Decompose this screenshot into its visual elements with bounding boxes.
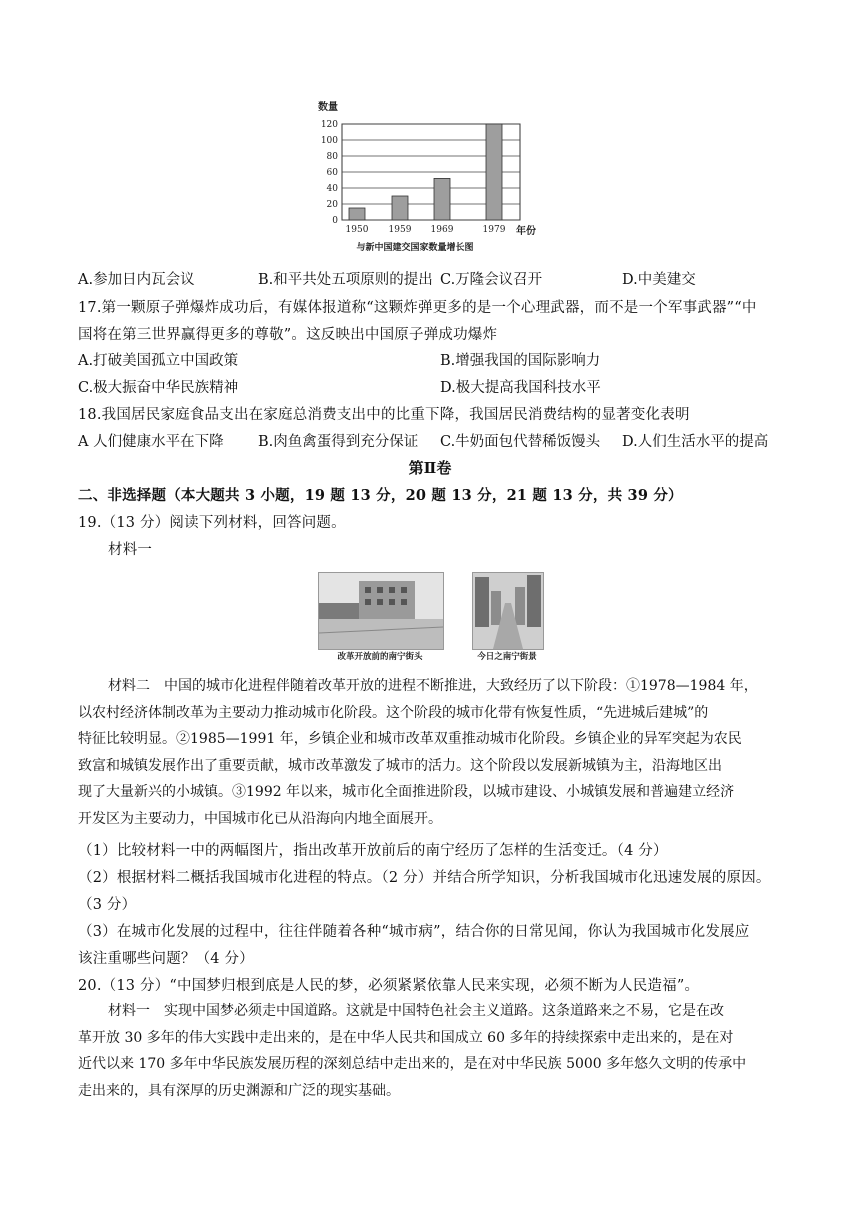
chart-ytick-label: 40 <box>326 184 338 194</box>
q16-option-c: C.万隆会议召开 <box>440 272 543 288</box>
photo-nanning-before <box>318 572 444 650</box>
chart-xtick-label: 1979 <box>482 225 506 235</box>
photo-before-caption: 改革开放前的南宁街头 <box>337 652 423 662</box>
q19-sub2-line1: （2）根据材料二概括我国城市化进程的特点。（2 分）并结合所学知识，分析我国城市化迅速发展的原因。 <box>78 870 771 886</box>
q17-option-c: C.极大振奋中华民族精神 <box>78 380 239 396</box>
photo-nanning-today <box>472 572 544 650</box>
chart-xtick-label: 1969 <box>430 225 454 235</box>
diplomatic-relations-bar-chart <box>310 96 540 256</box>
q19-material2-line4: 致富和城镇发展作出了重要贡献，城市改革激发了城市的活力。这个阶段以发展新城镇为主，沿海地区出 <box>78 757 722 774</box>
q19-material1-label: 材料一 <box>108 542 153 558</box>
chart-ytick-label: 20 <box>326 200 338 210</box>
q19-sub1: （1）比较材料一中的两幅图片，指出改革开放前后的南宁经历了怎样的生活变迁。（4 分） <box>78 843 668 859</box>
q17-option-d: D.极大提高我国科技水平 <box>440 380 601 396</box>
q20-material1-line3: 近代以来 170 多年中华民族发展历程的深刻总结中走出来的，是在对中华民族 5000 多年悠久文明的传承中 <box>78 1056 747 1072</box>
q20-material1-line2: 革开放 30 多年的伟大实践中走出来的，是在中华人民共和国成立 60 多年的持续探索中走出来的，是在对 <box>78 1029 734 1046</box>
q20-material1-line1: 材料一 实现中国梦必须走中国道路。这就是中国特色社会主义道路。这条道路来之不易，它是在改 <box>108 1003 724 1019</box>
q16-option-a: A.参加日内瓦会议 <box>78 272 195 288</box>
q20-stem: 20.（13 分）“中国梦归根到底是人民的梦，必须紧紧依靠人民来实现，必须不断为人民造福”。 <box>78 978 700 994</box>
q19-sub3-line2: 该注重哪些问题？（4 分） <box>78 951 254 967</box>
chart-yticks <box>321 120 338 226</box>
q19-material2-line5: 现了大量新兴的小城镇。③1992 年以来，城市化全面推进阶段，以城市建设、小城镇发展和普遍建立经济 <box>78 784 735 800</box>
q19-sub2-line2: （3 分） <box>78 897 137 913</box>
modern-street-image <box>473 573 543 649</box>
chart-ytick-label: 120 <box>320 120 338 130</box>
chart-bar-1959 <box>392 196 408 220</box>
q19-material2-line2: 以农村经济体制改革为主要动力推动城市化阶段。这个阶段的城市化带有恢复性质，“先进城后建城”的 <box>78 704 709 721</box>
q19-sub3-line1: （3）在城市化发展的过程中，往往伴随着各种“城市病”，结合你的日常见闻，你认为我国城市化发展应 <box>78 924 750 940</box>
part2-heading: 二、非选择题（本大题共 3 小题，19 题 13 分，20 题 13 分，21 题 13 分，共 39 分） <box>78 487 683 504</box>
chart-xticks <box>346 225 506 235</box>
chart-ytick-label: 80 <box>326 152 338 162</box>
chart-xtick-label: 1959 <box>388 225 412 235</box>
q16-option-d: D.中美建交 <box>622 272 696 288</box>
q16-option-b: B.和平共处五项原则的提出 <box>258 272 433 288</box>
q17-stem-line1: 17.第一颗原子弹爆炸成功后，有媒体报道称“这颗炸弹更多的是一个心理武器，而不是一个军事武器”“中 <box>78 300 757 316</box>
q18-option-b: B.肉鱼禽蛋得到充分保证 <box>258 434 419 450</box>
chart-ytick-label: 100 <box>320 136 338 146</box>
q19-material2-line1: 材料二 中国的城市化进程伴随着改革开放的进程不断推进，大致经历了以下阶段：①1978—1984 年， <box>108 678 758 694</box>
q19-material2-line3: 特征比较明显。②1985—1991 年，乡镇企业和城市改革双重推动城市化阶段。乡镇企业的异军突起为农民 <box>78 731 742 747</box>
chart-ylabel: 数量 <box>318 102 338 113</box>
q18-option-d: D.人们生活水平的提高 <box>622 434 769 450</box>
part2-title: 第Ⅱ卷 <box>408 459 452 477</box>
q19-material2 <box>78 673 778 832</box>
q17-stem-line2: 国将在第三世界赢得更多的尊敬”。这反映出中国原子弹成功爆炸 <box>78 327 498 343</box>
q18-option-a: A 人们健康水平在下降 <box>78 434 224 450</box>
chart-ytick-label: 60 <box>326 168 338 178</box>
chart-caption: 与新中国建交国家数量增长图 <box>356 243 474 253</box>
chart-bar-1950 <box>349 208 365 220</box>
q18-stem: 18.我国居民家庭食品支出在家庭总消费支出中的比重下降，我国居民消费结构的显著变化表明 <box>78 407 690 423</box>
q19-material2-line6: 开发区为主要动力，中国城市化已从沿海向内地全面展开。 <box>78 810 442 827</box>
chart-xtick-label: 1950 <box>345 225 369 235</box>
q19-stem: 19.（13 分）阅读下列材料，回答问题。 <box>78 515 346 531</box>
building-street-image <box>319 573 443 649</box>
chart-bar-1969 <box>434 178 450 220</box>
photo-today-caption: 今日之南宁街景 <box>477 652 537 662</box>
chart-xlabel: 年份 <box>516 226 536 237</box>
q20-material1 <box>78 998 778 1104</box>
chart-ytick-label: 0 <box>332 216 338 226</box>
q18-option-c: C.牛奶面包代替稀饭馒头 <box>440 434 601 450</box>
q20-material1-line4: 走出来的，具有深厚的历史渊源和广泛的现实基础。 <box>78 1082 400 1099</box>
chart-bar-1979 <box>486 124 502 220</box>
q17-option-a: A.打破美国孤立中国政策 <box>78 353 239 369</box>
q17-option-b: B.增强我国的国际影响力 <box>440 353 601 369</box>
